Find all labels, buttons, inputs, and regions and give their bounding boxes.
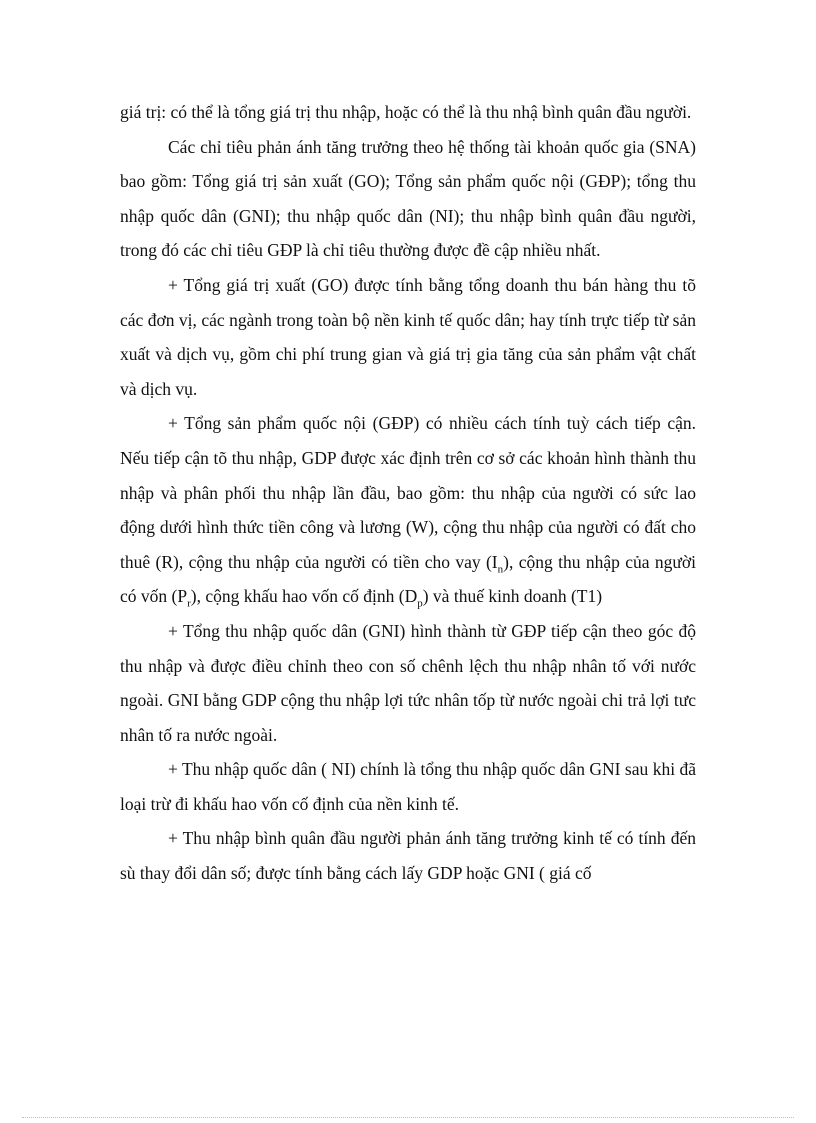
subscript-n: n: [497, 563, 504, 576]
paragraph-continuation: giá trị: có thể là tổng giá trị thu nhập, hoặc có thể là thu nhậ bình quân đầu người.: [120, 102, 692, 122]
paragraph-per-capita: + Thu nhập bình quân đầu người phản ánh tăng trưởng kinh tế có tính đến sù thay đổi dân số; được tính bằng cách lấy GDP hoặc GNI ( giá cố: [120, 828, 696, 884]
gdp-text-b: ), cộng thu nhập của người có vốn (P: [120, 551, 696, 607]
subscript-r: r: [187, 597, 191, 610]
paragraph-sna-indicators: Các chỉ tiêu phản ánh tăng trưởng theo hệ thống tài khoản quốc gia (SNA) bao gồm: Tổng giá trị sản xuất (GO); Tổng sản phẩm quốc nội (GĐP); tổng thu nhập quốc dân (GNI); thu nhập quốc dân (NI); thu nhập bình quân đầu người, trong đó các chỉ tiêu GĐP là chỉ tiêu thường được đề cập nhiều nhất.: [120, 136, 696, 261]
page-footer-divider: [22, 1117, 794, 1118]
paragraph-gni: + Tổng thu nhập quốc dân (GNI) hình thành từ GĐP tiếp cận theo góc độ thu nhập và được điều chỉnh theo con số chênh lệch thu nhập nhân tố với nước ngoài. GNI bằng GDP cộng thu nhập lợi tức nhân tốp từ nước ngoài chi trả lợi tưc nhân tố ra nước ngoài.: [120, 620, 696, 745]
subscript-p: p: [417, 597, 423, 610]
gdp-text-c: ), cộng khấu hao vốn cố định (D: [190, 586, 418, 607]
paragraph-ni: + Thu nhập quốc dân ( NI) chính là tổng thu nhập quốc dân GNI sau khi đã loại trừ đi khấu hao vốn cố định của nền kinh tế.: [120, 759, 696, 814]
paragraph-go: + Tổng giá trị xuất (GO) được tính bằng tổng doanh thu bán hàng thu tõ các đơn vị, các ngành trong toàn bộ nền kinh tế quốc dân; hay tính trực tiếp từ sản xuất và dịch vụ, gồm chi phí trung gian và giá trị gia tăng của sản phẩm vật chất và dịch vụ.: [120, 274, 696, 399]
gdp-text-a: + Tổng sản phẩm quốc nội (GĐP) có nhiều cách tính tuỳ cách tiếp cận. Nếu tiếp cận tõ thu nhập, GDP được xác định trên cơ sở các khoản hình thành thu nhập và phân phối thu nhập lần đầu, bao gồm: thu nhập của người có sức lao động dưới hình thức tiền công và lương (W), cộng thu nhập của người có đất cho thuê (R), cộng thu nhập của người có tiền cho vay (I: [120, 413, 696, 572]
paragraph-gdp: [120, 406, 696, 614]
gdp-text-d: ) và thuế kinh doanh (T1): [422, 586, 603, 607]
body-text: [120, 95, 696, 891]
